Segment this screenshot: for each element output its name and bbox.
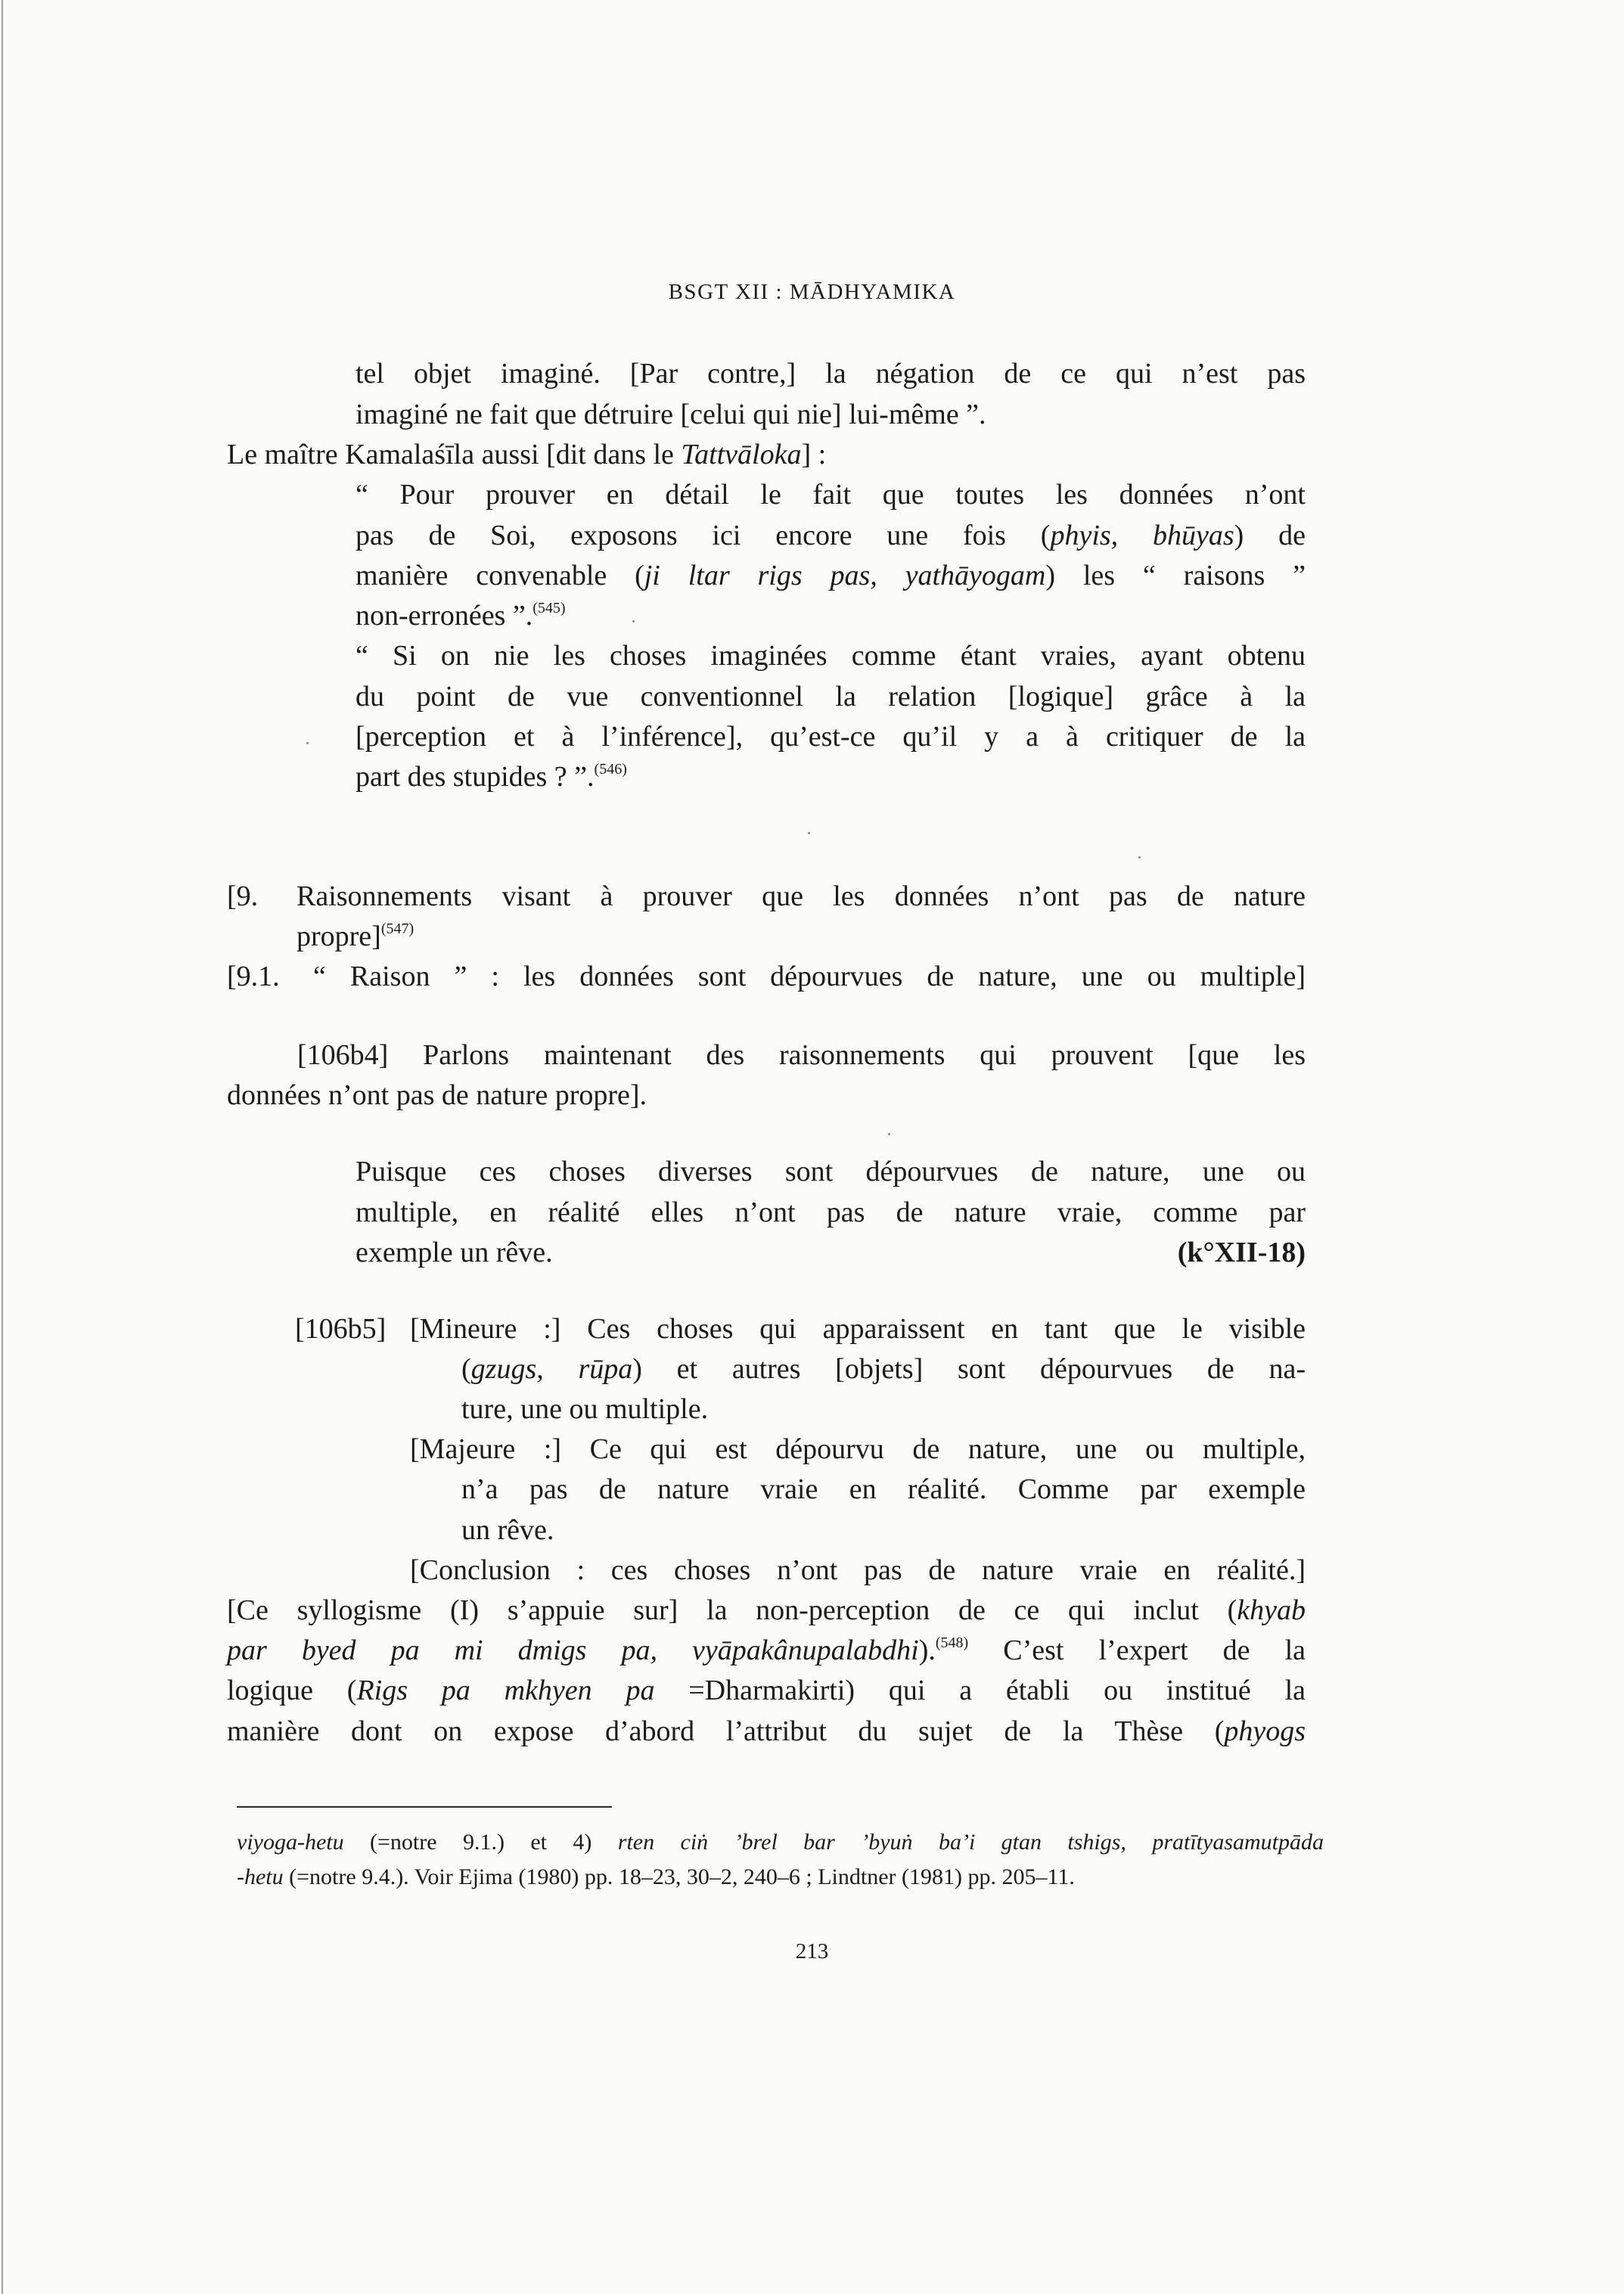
para2-line3-text-b: =Dharmakirti) qui a établi ou institué la (654, 1675, 1306, 1706)
intro-title: Tattvāloka (681, 439, 802, 470)
syllogism-conclusion: [Conclusion : ces choses n’ont pas de nature vraie en réalité.] (410, 1554, 1306, 1586)
verse-line2: multiple, en réalité elles n’ont pas de nature vraie, comme par (356, 1197, 1306, 1228)
syllogism-major-line2: n’a pas de nature vraie en réalité. Comme par exemple (461, 1473, 1306, 1505)
syllogism-major-line1: [Majeure :] Ce qui est dépourvu de nature, une ou multiple, (410, 1433, 1306, 1465)
para2-line1-text: [Ce syllogisme (I) s’appuie sur] la non-perception de ce qui inclut ( (227, 1594, 1237, 1626)
minor-line2-paren: ( (461, 1353, 471, 1385)
footnote-line1-text: (=notre 9.1.) et 4) (343, 1830, 618, 1855)
quote3-line4-text: part des stupides ? ”. (356, 761, 595, 793)
quote2-line2-term: phyis, bhūyas (1050, 520, 1234, 551)
scan-speck (632, 620, 635, 622)
para1-line2: données n’ont pas de nature propre]. (227, 1079, 647, 1111)
footnote-ref-548: (548) (935, 1634, 969, 1651)
section-9-1-number: [9.1. (227, 961, 280, 992)
running-header: BSGT XII : MĀDHYAMIKA (668, 280, 956, 304)
verse-line3 (356, 1232, 1306, 1273)
page-number: 213 (795, 1939, 829, 1963)
footnote-rule (237, 1806, 612, 1808)
verse-line1: Puisque ces choses diverses sont dépourvues de nature, une ou (356, 1156, 1306, 1187)
quote2-line4 (356, 595, 566, 636)
footnote-line2 (237, 1861, 1324, 1894)
para2-line2-paren: ). (918, 1634, 936, 1666)
quote3-line3: [perception et à l’inférence], qu’est-ce qu’il y a à critiquer de la (356, 721, 1306, 753)
quote2-line2-text-b: ) de (1234, 520, 1306, 551)
scan-speck (306, 742, 309, 744)
verse-reference: (k°XII-18) (1177, 1237, 1306, 1268)
section-9-number: [9. (227, 880, 259, 912)
section-9-heading-line2 (297, 916, 414, 957)
para1-line1: [106b4] Parlons maintenant des raisonnements qui prouvent [que les (297, 1039, 1306, 1071)
para2-line3-term: Rigs pa mkhyen pa (356, 1675, 655, 1706)
section-9-heading-line1: Raisonnements visant à prouver que les données n’ont pas de nature (297, 880, 1306, 912)
para2-line1-term: khyab (1237, 1594, 1306, 1626)
para2-line3-text-a: logique ( (227, 1675, 357, 1706)
para2-line4-text: manière dont on expose d’abord l’attribut du sujet de la Thèse ( (227, 1715, 1225, 1747)
footnote-term2: rten ciṅ ’brel bar ’byuṅ ba’i gtan tshigs, pratītyasamutpāda (617, 1830, 1324, 1855)
intro-line (227, 434, 826, 475)
minor-line2-term: gzugs, rūpa (470, 1353, 633, 1385)
para2-line4 (227, 1711, 1306, 1793)
quote1-line1: tel objet imaginé. [Par contre,] la négation de ce qui n’est pas (356, 358, 1306, 390)
scan-speck (808, 832, 810, 834)
quote2-line3-term: ji ltar rigs pas, yathāyogam (644, 560, 1046, 591)
section-9-1-heading: “ Raison ” : les données sont dépourvues de nature, une ou multiple] (313, 961, 1306, 992)
quote2-line3-text-a: manière convenable ( (356, 560, 644, 591)
footnote-ref-547: (547) (380, 920, 415, 937)
footnote-term3: -hetu (237, 1864, 284, 1889)
para2-line4-term: phyogs (1224, 1715, 1306, 1747)
quote2-line1: “ Pour prouver en détail le fait que toutes les données n’ont (356, 479, 1306, 511)
footnote-term1: viyoga-hetu (237, 1830, 344, 1855)
syllogism-minor-line3: ture, une ou multiple. (461, 1393, 709, 1425)
syllogism-minor-line1: [Mineure :] Ces choses qui apparaissent en tant que le visible (410, 1313, 1306, 1345)
scan-speck (888, 1133, 890, 1135)
verse-line3-text: exemple un rêve. (356, 1237, 553, 1268)
section-9-heading-text: propre] (297, 920, 381, 952)
quote3-line2: du point de vue conventionnel la relation [logique] grâce à la (356, 681, 1306, 712)
intro-text-b: ] : (801, 439, 827, 470)
scan-speck (1138, 856, 1141, 858)
footnote-ref-546: (546) (594, 761, 627, 778)
quote1-line2: imaginé ne fait que détruire [celui qui nie] lui-même ”. (356, 399, 986, 430)
quote2-line3-text-b: ) les “ raisons ” (1045, 560, 1306, 591)
footnote-line2-text: (=notre 9.4.). Voir Ejima (1980) pp. 18–23, 30–2, 240–6 ; Lindtner (1981) pp. 205–11. (283, 1864, 1075, 1889)
quote3-line4 (356, 756, 627, 797)
para2-line2-text: C’est l’expert de la (968, 1634, 1306, 1666)
syllogism-label: [106b5] (295, 1313, 387, 1345)
quote2-line2-text-a: pas de Soi, exposons ici encore une fois ( (356, 520, 1051, 551)
minor-line2-text: ) et autres [objets] sont dépourvues de na- (632, 1353, 1306, 1385)
footnote-ref-545: (545) (533, 600, 566, 616)
intro-text-a: Le maître Kamalaśīla aussi [dit dans le (227, 439, 682, 470)
para2-line2-term: par byed pa mi dmigs pa, vyāpakânupalabdhi (227, 1634, 919, 1666)
quote3-line1: “ Si on nie les choses imaginées comme étant vraies, ayant obtenu (356, 640, 1306, 672)
syllogism-major-line3: un rêve. (461, 1514, 554, 1546)
quote2-line4-text: non-erronées ”. (356, 600, 533, 632)
